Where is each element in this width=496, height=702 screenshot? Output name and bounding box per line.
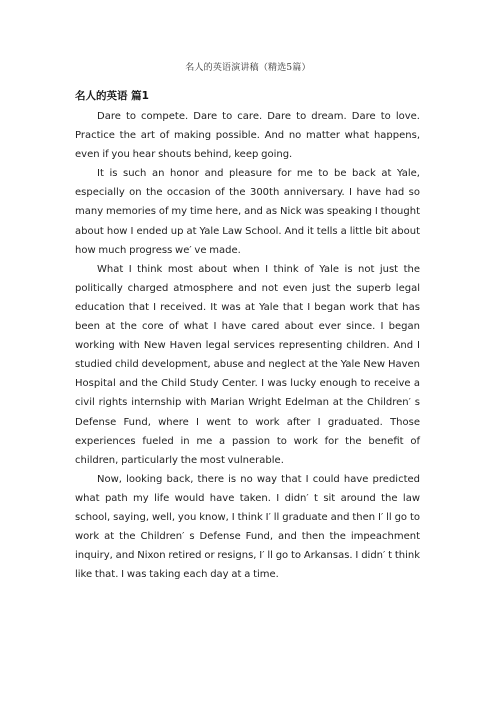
paragraph-3: What I think most about when I think of Yale is not just the politically charged atmosphere and not even just the superb legal education that I received. It was at Yale that I began work that has been at the core of what I have cared about ever since. I began working with New Haven legal services representing children. And I studied child development, abuse and neglect at the Yale New Haven Hospital and the Child Study Center. I was lucky enough to receive a civil rights internship with Marian Wright Edelman at the Children′ s Defense Fund, where I went to work after I graduated. Those experiences fueled in me a passion to work for the benefit of children, particularly the most vulnerable. — [75, 263, 420, 466]
document-body — [75, 88, 420, 584]
section-title: 名人的英语 篇1 — [75, 90, 149, 102]
paragraph-2: It is such an honor and pleasure for me to be back at Yale, especially on the occasion of the 300th anniversary. I have had so many memories of my time here, and as Nick was speaking I thought about how I ended up at Yale Law School. And it tells a little bit about how much progress we′ ve made. — [75, 168, 420, 256]
paragraph-1: Dare to compete. Dare to care. Dare to dream. Dare to love. Practice the art of making possible. And no matter what happens, even if you hear shouts behind, keep going. — [75, 111, 420, 161]
document-header: 名人的英语演讲稿（精选5篇） — [185, 63, 311, 73]
paragraph-4: Now, looking back, there is no way that I could have predicted what path my life would have taken. I didn′ t sit around the law school, saying, well, you know, I think I′ ll graduate and then I′ ll go to work at the Children′ s Defense Fund, and then the impeachment inquiry, and Nixon retired or resigns, I′ ll go to Arkansas. I didn′ t think like that. I was taking each day at a time. — [75, 473, 420, 581]
